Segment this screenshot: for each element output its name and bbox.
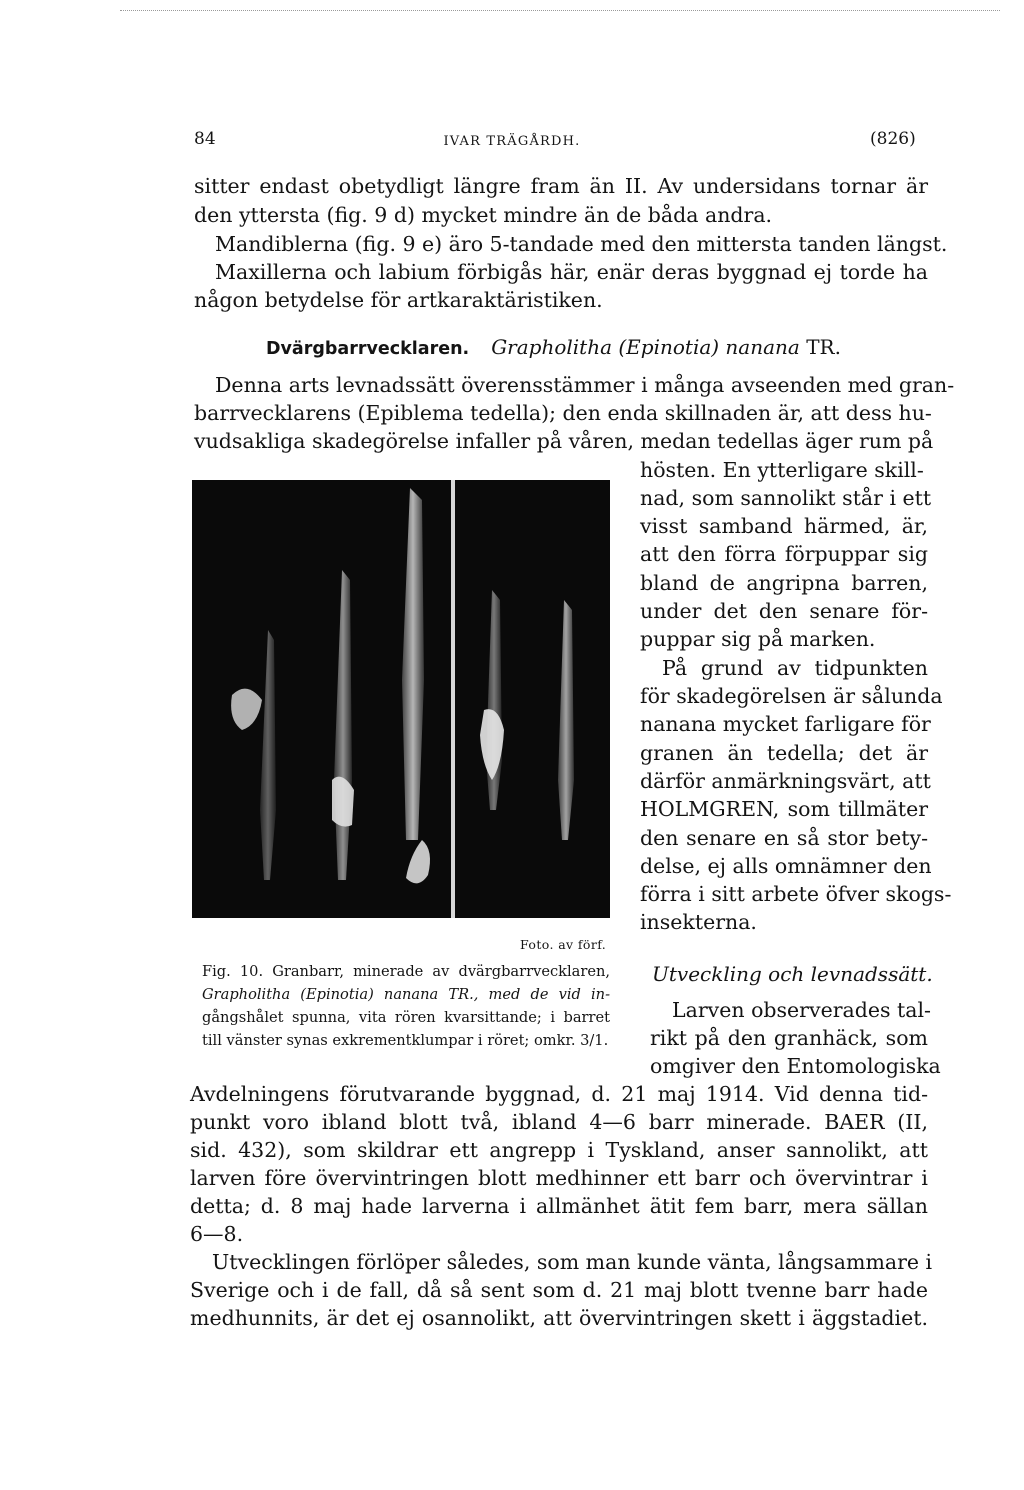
intro-line: Maxillerna och labium förbigås här, enär deras byggnad ej torde ha xyxy=(215,260,928,284)
body-line: detta; d. 8 maj hade larverna i allmänhet ätit fem barr, mera sällan xyxy=(190,1194,928,1218)
intro-line: någon betydelse för artkaraktäristiken. xyxy=(194,288,603,312)
needle-photo-illustration xyxy=(192,480,610,918)
scan-edge-rule xyxy=(120,10,1000,11)
column-line: puppar sig på marken. xyxy=(640,627,876,651)
column-line: nanana mycket farligare för xyxy=(640,712,931,736)
column-line: den senare en så stor bety- xyxy=(640,826,928,850)
author-abbrev: TR. xyxy=(806,335,841,359)
column-line: bland de angripna barren, xyxy=(640,571,928,595)
intro-line: Mandiblerna (fig. 9 e) äro 5-tandade med den mittersta tanden längst. xyxy=(215,232,948,256)
figure-caption-line: till vänster synas exkrementklumpar i röret; omkr. 3/1. xyxy=(202,1032,609,1049)
photo-credit: Foto. av förf. xyxy=(520,937,607,952)
body-line: barrvecklarens (Epiblema tedella); den enda skillnaden är, att dess hu- xyxy=(194,401,932,425)
body-line: sid. 432), som skildrar ett angrepp i Tyskland, anser sannolikt, att xyxy=(190,1138,928,1162)
column-line: därför anmärkningsvärt, att xyxy=(640,769,931,793)
intro-line: den yttersta (fig. 9 d) mycket mindre än de båda andra. xyxy=(194,203,773,227)
figure-caption-line: Fig. 10. Granbarr, minerade av dvärgbarrvecklaren, xyxy=(202,963,610,980)
column-line: På grund av tidpunkten xyxy=(662,656,928,680)
figure-caption-line: Grapholitha (Epinotia) nanana TR., med de vid in- xyxy=(202,986,610,1003)
body-line: Denna arts levnadssätt överensstämmer i många avseenden med gran- xyxy=(215,373,955,397)
intro-line: sitter endast obetydligt längre fram än II. Av undersidans tornar är xyxy=(194,174,928,198)
body-line: Sverige och i de fall, då så sent som d. 21 maj blott tvenne barr hade xyxy=(190,1278,928,1302)
body-line: medhunnits, är det ej osannolikt, att övervintringen skett i äggstadiet. xyxy=(190,1306,928,1330)
body-line: Utvecklingen förlöper således, som man kunde vänta, långsammare i xyxy=(212,1250,933,1274)
common-name: Dvärgbarrvecklaren. xyxy=(266,339,470,359)
page-number: 84 xyxy=(194,129,216,149)
column-line: delse, ej alls omnämner den xyxy=(640,854,932,878)
latin-name: Grapholitha (Epinotia) nanana xyxy=(491,335,800,359)
column-line: under det den senare för- xyxy=(640,599,928,623)
body-line: vudsakliga skadegörelse infaller på våren, medan tedellas äger rum på xyxy=(194,429,934,453)
figure-caption-line: gångshålet spunna, vita rören kvarsittande; i barret xyxy=(202,1009,610,1026)
subsection-heading: Utveckling och levnadssätt. xyxy=(652,962,933,986)
sub-column-line: Larven observerades tal- xyxy=(672,998,931,1022)
section-heading xyxy=(266,333,841,363)
body-line: 6—8. xyxy=(190,1222,244,1246)
body-line: larven före övervintringen blott medhinner ett barr och övervintrar i xyxy=(190,1166,928,1190)
column-line: nad, som sannolikt står i ett xyxy=(640,486,932,510)
column-line: visst samband härmed, är, xyxy=(640,514,928,538)
column-line: insekterna. xyxy=(640,910,757,934)
column-line: hösten. En ytterligare skill- xyxy=(640,458,924,482)
figure-photograph xyxy=(192,480,610,918)
column-line: för skadegörelsen är sålunda xyxy=(640,684,943,708)
sub-column-line: omgiver den Entomologiska xyxy=(650,1054,941,1078)
running-title: IVAR TRÄGÅRDH. xyxy=(443,134,581,149)
column-line: att den förra förpuppar sig xyxy=(640,542,928,566)
column-line: förra i sitt arbete öfver skogs- xyxy=(640,882,952,906)
sub-column-line: rikt på den granhäck, som xyxy=(650,1026,928,1050)
body-line: punkt voro ibland blott två, ibland 4—6 barr minerade. BAER (II, xyxy=(190,1110,928,1134)
original-page-number: (826) xyxy=(870,129,916,149)
column-line: HOLMGREN, som tillmäter xyxy=(640,797,928,821)
body-line: Avdelningens förutvarande byggnad, d. 21 maj 1914. Vid denna tid- xyxy=(190,1082,928,1106)
column-line: granen än tedella; det är xyxy=(640,741,928,765)
